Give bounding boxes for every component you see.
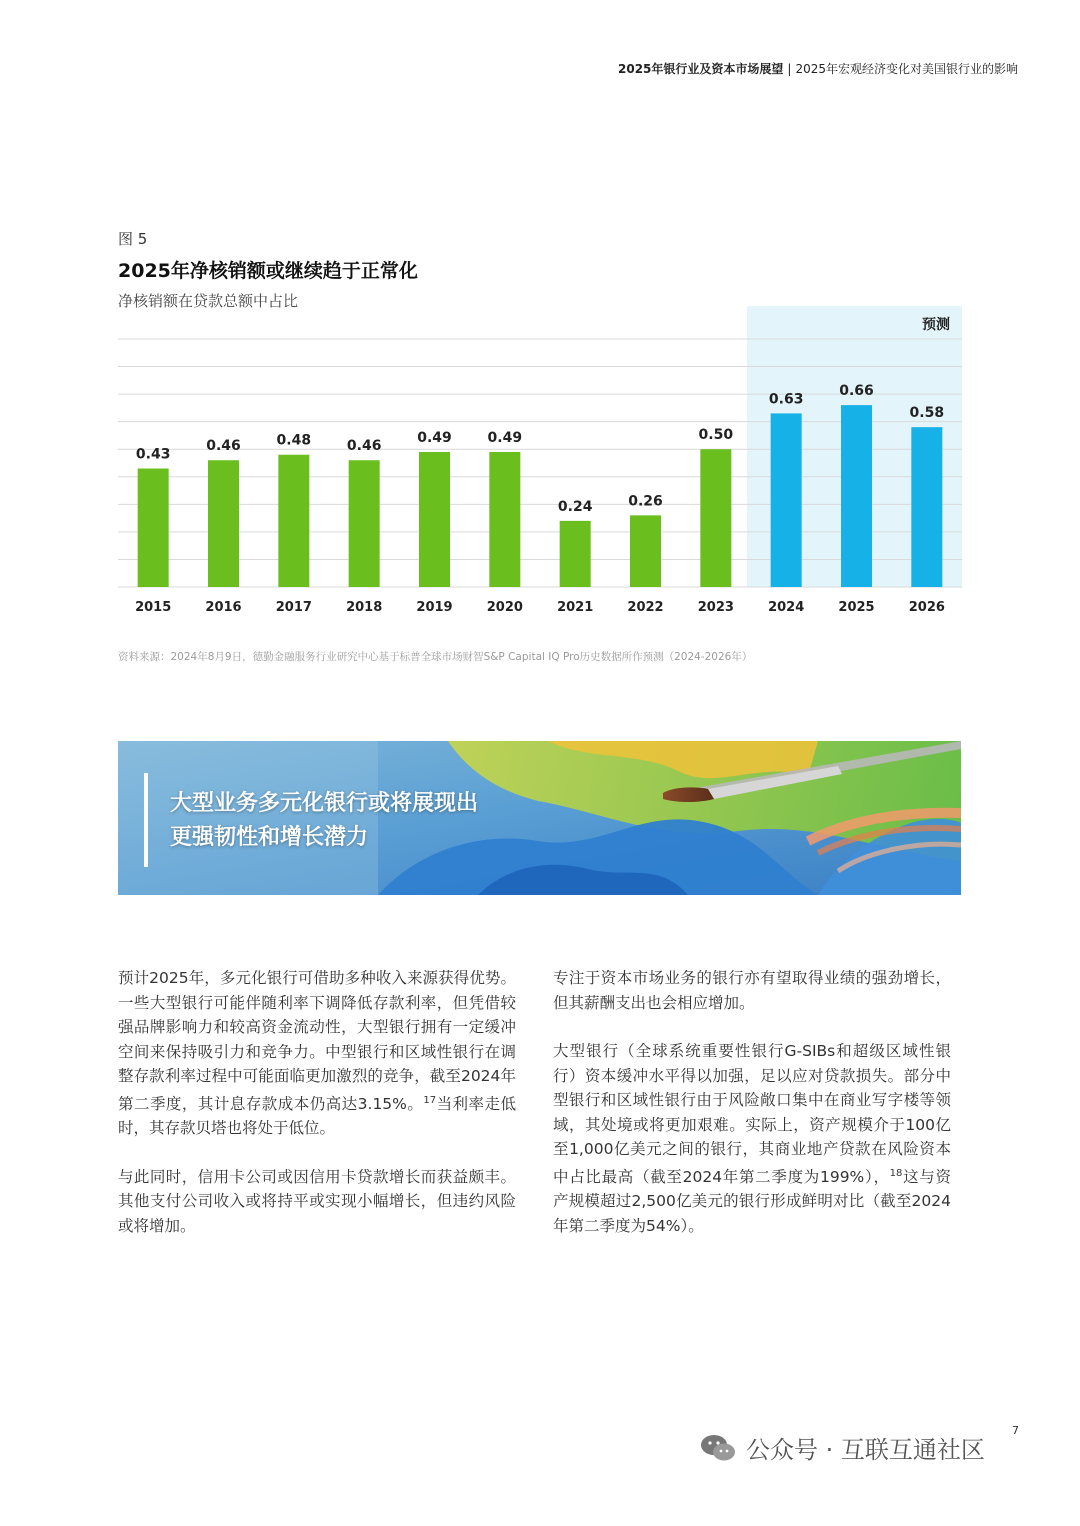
data-label-2026: 0.58 <box>909 405 945 422</box>
bar-2024 <box>771 413 802 587</box>
bar-2025 <box>841 405 872 587</box>
data-label-2019: 0.49 <box>417 429 452 446</box>
banner-headline-line1: 大型业务多元化银行或将展现出 <box>170 791 479 816</box>
paragraph-text: 大型银行（全球系统重要性银行G-SIBs和超级区域性银行）资本缓冲水平得以加强，足以应对贷款损失。部分中型银行和区域性银行由于风险敞口集中在商业写字楼等领域，其处境或将更加艰难。实际上，资产规模介于100亿至1,000亿美元之间的银行，其商业地产贷款在风险资本中占比最高（截至2024年第二季度为199%）， <box>553 1042 951 1186</box>
body-column-left <box>118 966 516 1262</box>
bar-2015 <box>138 469 169 587</box>
x-tick-2015: 2015 <box>135 600 172 615</box>
wechat-watermark <box>700 1430 985 1465</box>
wechat-icon <box>700 1433 736 1463</box>
bar-2023 <box>700 449 731 587</box>
data-label-2018: 0.46 <box>346 438 382 455</box>
data-label-2020: 0.49 <box>487 429 523 446</box>
body-column-right <box>553 966 951 1262</box>
data-label-2016: 0.46 <box>206 438 241 455</box>
x-tick-2025: 2025 <box>838 600 875 615</box>
header-section-title: 2025年宏观经济变化对美国银行业的影响 <box>795 62 1018 76</box>
bar-2021 <box>560 521 591 587</box>
data-label-2024: 0.63 <box>768 391 804 408</box>
x-tick-2016: 2016 <box>205 600 242 615</box>
bar-2017 <box>278 455 309 587</box>
section-banner <box>118 741 961 895</box>
bar-2016 <box>208 460 239 587</box>
forecast-label: 预测 <box>922 317 950 333</box>
bar-2022 <box>630 515 661 587</box>
footnote-ref[interactable]: 17 <box>423 1094 437 1106</box>
data-label-2017: 0.48 <box>276 432 312 449</box>
figure-source-note: 资料来源：2024年8月9日，德勤金融服务行业研究中心基于标普全球市场财智S&P Capital IQ Pro历史数据所作预测（2024-2026年） <box>118 651 753 663</box>
banner-headline <box>170 787 478 855</box>
figure-subtitle: 净核销额在贷款总额中占比 <box>118 292 299 310</box>
paragraph: 与此同时，信用卡公司或因信用卡贷款增长而获益颇丰。其他支付公司收入或将持平或实现小幅增长，但违约风险或将增加。 <box>118 1167 516 1235</box>
paragraph: 专注于资本市场业务的银行亦有望取得业绩的强劲增长，但其薪酬支出也会相应增加。 <box>553 969 951 1012</box>
paragraph <box>118 966 516 1141</box>
data-label-2021: 0.24 <box>557 498 593 515</box>
header-separator: | <box>787 62 792 76</box>
x-tick-2021: 2021 <box>557 600 594 615</box>
paragraph-text: 当利率走低时，其存款贝塔也将处于低位。 <box>118 1094 516 1138</box>
bar-2018 <box>349 460 380 587</box>
x-tick-2017: 2017 <box>275 600 312 615</box>
data-label-2015: 0.43 <box>135 446 171 463</box>
data-label-2023: 0.50 <box>698 427 734 444</box>
paragraph <box>553 1039 951 1238</box>
x-tick-2022: 2022 <box>627 600 664 615</box>
paragraph-text: 这与资产规模超过2,500亿美元的银行形成鲜明对比（截至2024年第二季度为54%）。 <box>553 1167 951 1235</box>
page-number: 7 <box>1012 1424 1019 1437</box>
data-label-2025: 0.66 <box>839 383 874 400</box>
figure-title: 2025年净核销额或继续趋于正常化 <box>118 260 418 282</box>
paragraph-text: 预计2025年，多元化银行可借助多种收入来源获得优势。一些大型银行可能伴随利率下调降低存款利率，但凭借较强品牌影响力和较高资金流动性，大型银行拥有一定缓冲空间来保持吸引力和竞争力。中型银行和区域性银行在调整存款利率过程中可能面临更加激烈的竞争，截至2024年第二季度，其计息存款成本仍高达3.15%。 <box>118 969 516 1113</box>
x-tick-2024: 2024 <box>768 600 805 615</box>
watermark-text: 公众号 · 互联互通社区 <box>746 1436 985 1464</box>
bar-2020 <box>489 452 520 587</box>
x-tick-2026: 2026 <box>908 600 945 615</box>
header-report-title: 2025年银行业及资本市场展望 <box>618 62 784 76</box>
x-tick-2019: 2019 <box>416 600 453 615</box>
figure-label: 图 5 <box>118 230 148 248</box>
x-tick-2020: 2020 <box>486 600 523 615</box>
net-chargeoff-bar-chart <box>0 0 1080 640</box>
banner-accent-bar <box>144 773 148 867</box>
banner-headline-line2: 更强韧性和增长潜力 <box>170 825 369 850</box>
x-tick-2023: 2023 <box>697 600 734 615</box>
footnote-ref[interactable]: 18 <box>889 1167 903 1179</box>
data-label-2022: 0.26 <box>628 493 663 510</box>
x-tick-2018: 2018 <box>346 600 383 615</box>
bar-2026 <box>911 427 942 587</box>
bar-2019 <box>419 452 450 587</box>
